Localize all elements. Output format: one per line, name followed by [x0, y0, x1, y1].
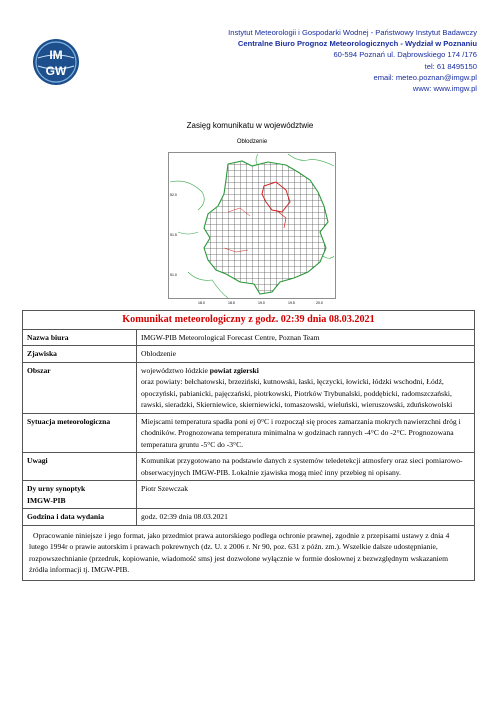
area-voivodeship: województwo łódzkie: [141, 365, 210, 375]
lon-label: 18.0: [198, 301, 205, 305]
map-title: Oblodzenie: [236, 139, 268, 145]
imgw-logo: [32, 38, 80, 86]
phenomenon-label: Zjawiska: [23, 346, 137, 363]
forecaster-label: Dy urny synoptyk IMGW-PIB: [23, 481, 137, 509]
report-title: Komunikat meteorologiczny z godz. 02:39 dnia 08.03.2021: [23, 311, 475, 330]
issue-time-value: godz. 02:39 dnia 08.03.2021: [137, 509, 475, 526]
lon-label: 20.0: [316, 301, 323, 305]
lon-label: 19.5: [288, 301, 295, 305]
table-row: [23, 453, 475, 481]
office-value: IMGW-PIB Meteorological Forecast Centre, Poznan Team: [137, 329, 475, 346]
website: www: www.imgw.pl: [412, 84, 477, 94]
table-row: [23, 346, 475, 363]
lon-label: 18.5: [228, 301, 235, 305]
warning-map: [168, 139, 336, 305]
area-label: Obszar: [23, 362, 137, 413]
table-row: [23, 413, 475, 453]
issue-time-label: Godzina i data wydania: [23, 509, 137, 526]
table-row: [23, 362, 475, 413]
email: email: meteo.poznan@imgw.pl: [373, 72, 477, 82]
logo-text-bottom: GW: [45, 64, 67, 78]
table-row: [23, 329, 475, 346]
phone: tel: 61 8495150: [424, 61, 477, 71]
institution-header: [228, 27, 477, 94]
situation-label: Sytuacja meteorologiczna: [23, 413, 137, 453]
report-table: [22, 310, 475, 581]
forecaster-value: Piotr Szewczak: [137, 481, 475, 509]
phenomenon-value: Oblodzenie: [137, 346, 475, 363]
copyright-note: Opracowanie niniejsze i jego format, jako przedmiot prawa autorskiego podlega ochronie prawnej, zgodnie z przepisami ustawy z dnia 4 lutego 1994r o prawie autorskim i prawach pokrewnych (dz. U. z 2006 r. Nr 90, poz. 631 z późn. zm.). Wszelkie dalsze udostępnianie, rozpowszechnianie (przedruk, kopiowanie, wiadomość sms) jest dozwolone wyłącznie w formie dosłownej z bezwzględnym wskazaniem źródła informacji tj. IMGW-PIB.: [23, 525, 475, 580]
area-value: [137, 362, 475, 413]
remarks-value: Komunikat przygotowano na podstawie danych z systemów teledetekcji atmosfery oraz sieci pomiarowo-obserwacyjnych IMGW-PIB. Lokalnie zjawiska mogą mieć inny przebieg ni opisany.: [137, 453, 475, 481]
situation-value: Miejscami temperatura spadła poni ej 0°C i rozpoczął się proces zamarzania mokrych nawierzchni dróg i chodników. Prognozowana temperatura minimalna w godzinach rannych -4°C do -2°C. Prognozowana temperatura gruntu -5°C do -3°C.: [137, 413, 475, 453]
lat-label: 51.0: [170, 273, 177, 277]
table-row: [23, 509, 475, 526]
lon-label: 19.0: [258, 301, 265, 305]
lat-label: 51.5: [170, 233, 177, 237]
area-other-counties: oraz powiaty: bełchatowski, brzeziński, kutnowski, łaski, łęczycki, łowicki, łódzki wschodni, Łódź, opoczyński, pabianicki, pajęczański, piotrkowski, Piotrków Trybunalski, poddębicki, radomszczański, rawski, sieradzki, Skierniewice, skierniewicki, tomaszowski, wieluński, wieruszowski, zduńskowolski: [141, 377, 453, 409]
logo-text-top: IM: [49, 48, 63, 62]
area-primary-county: powiat zgierski: [209, 365, 259, 375]
address: 60-594 Poznań ul. Dąbrowskiego 174 /176: [333, 50, 477, 60]
lat-label: 52.0: [170, 193, 177, 197]
map-caption: Zasięg komunikatu w województwie: [186, 121, 314, 130]
remarks-label: Uwagi: [23, 453, 137, 481]
office-label: Nazwa biura: [23, 329, 137, 346]
table-row: [23, 481, 475, 509]
institute-name: Instytut Meteorologii i Gospodarki Wodnej - Państwowy Instytut Badawczy: [228, 28, 477, 37]
office-name: Centralne Biuro Prognoz Meteorologicznych - Wydział w Poznaniu: [237, 39, 477, 49]
